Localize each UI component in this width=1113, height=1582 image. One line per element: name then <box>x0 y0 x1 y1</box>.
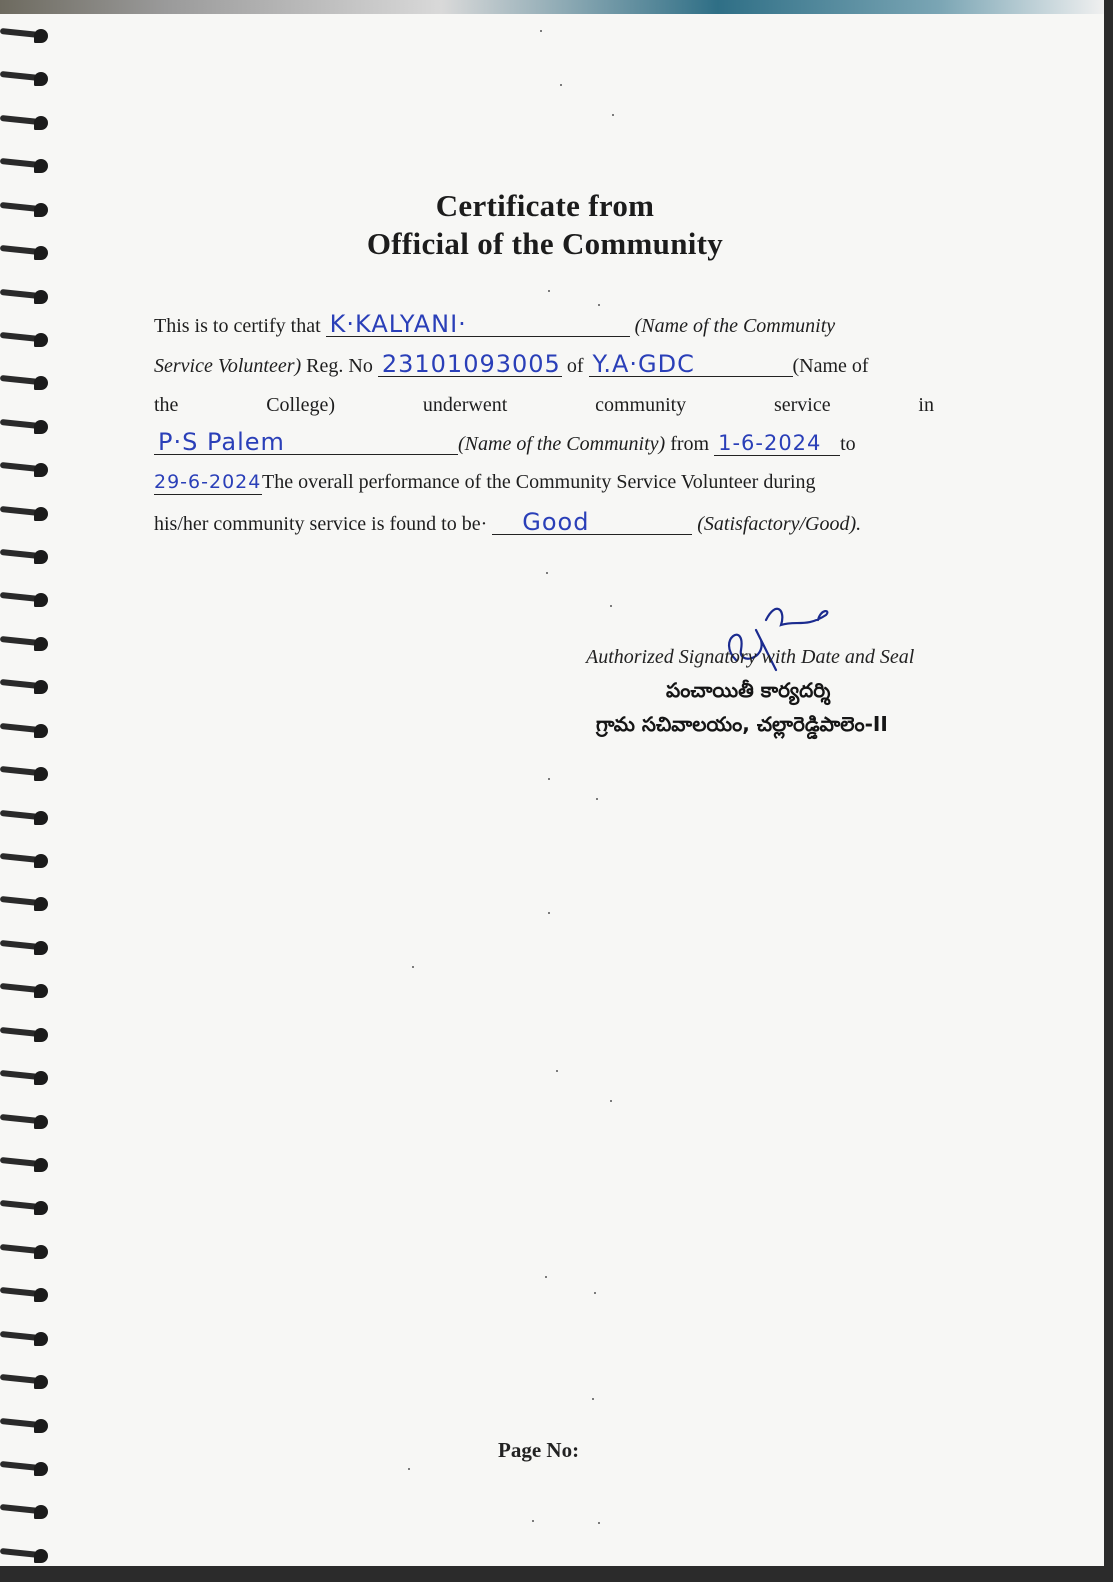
spiral-ring <box>0 1196 58 1218</box>
spiral-ring <box>0 24 58 46</box>
to-date-field: 29-6-2024 <box>154 471 262 493</box>
line6-prefix: his/her community service is found to be· <box>154 513 488 535</box>
reg-no-label: Reg. No <box>306 355 373 377</box>
seal-line-2: గ్రామ సచివాలయం, చల్లారెడ్డిపాలెం-II <box>596 712 888 736</box>
spiral-ring <box>0 1500 58 1522</box>
spiral-ring <box>0 371 58 393</box>
spiral-ring <box>0 285 58 307</box>
line1-suffix: (Name of the Community <box>634 315 836 337</box>
community-field: P·S Palem <box>154 430 458 455</box>
speck <box>540 30 542 32</box>
line2-suffix: (Name of <box>792 355 869 377</box>
speck <box>548 290 550 292</box>
body-line-6 <box>154 510 934 544</box>
spiral-ring <box>0 545 58 567</box>
spiral-ring <box>0 1283 58 1305</box>
spiral-ring <box>0 892 58 914</box>
speck <box>412 966 414 968</box>
title-line-2: Official of the Community <box>366 226 724 261</box>
spiral-ring <box>0 1240 58 1262</box>
spiral-ring <box>0 1153 58 1175</box>
speck <box>545 1276 547 1278</box>
performance-field: Good <box>492 510 692 535</box>
top-edge-strip <box>0 0 1104 14</box>
spiral-ring <box>0 1414 58 1436</box>
spiral-ring <box>0 1457 58 1479</box>
speck <box>546 572 548 574</box>
from-date-field: 1-6-2024 <box>714 431 840 456</box>
of-label: of <box>566 355 584 377</box>
spiral-ring <box>0 154 58 176</box>
from-label: from <box>670 433 710 455</box>
spiral-ring <box>0 979 58 1001</box>
body-line-3 <box>154 394 934 428</box>
college-field: Y.A·GDC <box>589 352 793 377</box>
speck <box>610 1100 612 1102</box>
speck <box>548 778 550 780</box>
line3-word: community <box>595 394 687 416</box>
line3-word: College) <box>266 394 336 416</box>
signatory-label: Authorized Signatory with Date and Seal <box>586 646 915 668</box>
spiral-ring <box>0 328 58 350</box>
page-number-label: Page No: <box>498 1438 580 1462</box>
line4-mid: (Name of the Community) <box>458 433 666 455</box>
body-line-4 <box>154 430 934 464</box>
line3-word: underwent <box>422 394 508 416</box>
spiral-ring <box>0 762 58 784</box>
spiral-ring <box>0 588 58 610</box>
spiral-ring <box>0 1370 58 1392</box>
speck <box>408 1468 410 1470</box>
speck <box>548 912 550 914</box>
speck <box>598 1522 600 1524</box>
speck <box>612 114 614 116</box>
spiral-ring <box>0 1110 58 1132</box>
speck <box>596 798 598 800</box>
spiral-ring <box>0 719 58 741</box>
line2-prefix: Service Volunteer) <box>154 355 302 377</box>
spiral-ring <box>0 415 58 437</box>
spiral-ring <box>0 632 58 654</box>
spiral-ring <box>0 936 58 958</box>
speck <box>610 605 612 607</box>
body-line-5 <box>154 470 934 504</box>
spiral-ring <box>0 67 58 89</box>
spiral-ring <box>0 675 58 697</box>
reg-no-field: 23101093005 <box>378 352 562 377</box>
spiral-ring <box>0 806 58 828</box>
speck <box>556 1070 558 1072</box>
line3-word: in <box>918 394 934 416</box>
line3-word: service <box>773 394 831 416</box>
body-line-2 <box>154 352 934 386</box>
line5-text: The overall performance of the Community Service Volunteer during <box>262 471 816 493</box>
spiral-ring <box>0 1327 58 1349</box>
speck <box>560 84 562 86</box>
speck <box>592 1398 594 1400</box>
body-line-1 <box>154 312 934 346</box>
line6-suffix: (Satisfactory/Good). <box>697 513 862 535</box>
speck <box>532 1520 534 1522</box>
line3-word: the <box>154 394 179 416</box>
to-label: to <box>840 433 856 455</box>
speck <box>594 1292 596 1294</box>
seal-line-1: పంచాయితీ కార్యదర్శి <box>666 678 831 702</box>
spiral-ring <box>0 1544 58 1566</box>
spiral-ring <box>0 849 58 871</box>
line1-prefix: This is to certify that <box>154 315 321 337</box>
title-line-1: Certificate from <box>435 188 655 223</box>
spiral-ring <box>0 1066 58 1088</box>
spiral-ring <box>0 1023 58 1045</box>
volunteer-name-field: K·KALYANI· <box>326 312 630 337</box>
speck <box>598 304 600 306</box>
spiral-ring <box>0 458 58 480</box>
spiral-ring <box>0 502 58 524</box>
spiral-ring <box>0 111 58 133</box>
